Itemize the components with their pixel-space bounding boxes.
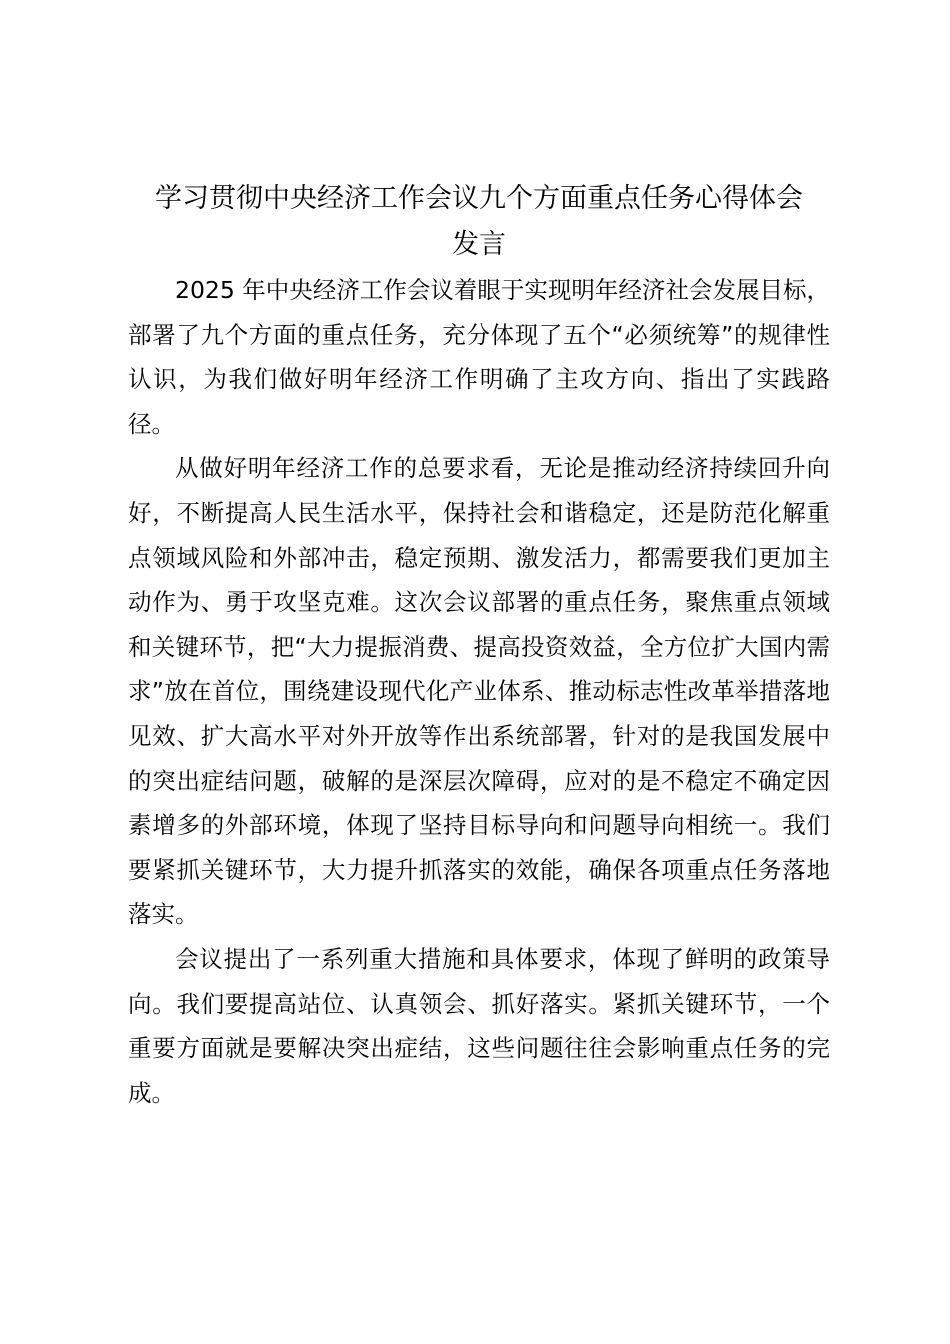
document-title bbox=[99, 176, 859, 268]
paragraph-1: 2025 年中央经济工作会议着眼于实现明年经济社会发展目标，部署了九个方面的重点任务，充分体现了五个“必须统筹”的规律性认识，为我们做好明年经济工作明确了主攻方向、指出了实践路径。 bbox=[128, 276, 830, 438]
document-body bbox=[128, 176, 830, 1115]
document-title-line-2: 发言 bbox=[452, 229, 506, 260]
paragraph-2: 从做好明年经济工作的总要求看，无论是推动经济持续回升向好，不断提高人民生活水平，保持社会和谐稳定，还是防范化解重点领域风险和外部冲击，稳定预期、激发活力，都需要我们更加主动作为、勇于攻坚克难。这次会议部署的重点任务，聚焦重点领域和关键环节，把“大力提振消费、提高投资效益，全方位扩大国内需求”放在首位，围绕建设现代化产业体系、推动标志性改革举措落地见效、扩大高水平对外开放等作出系统部署，针对的是我国发展中的突出症结问题，破解的是深层次障碍，应对的是不稳定不确定因素增多的外部环境，体现了坚持目标导向和问题导向相统一。我们要紧抓关键环节，大力提升抓落实的效能，确保各项重点任务落地落实。 bbox=[128, 454, 830, 929]
paragraph-3: 会议提出了一系列重大措施和具体要求，体现了鲜明的政策导向。我们要提高站位、认真领会、抓好落实。紧抓关键环节，一个重要方面就是要解决突出症结，这些问题往往会影响重点任务的完成。 bbox=[128, 944, 830, 1107]
document-title-line-1: 学习贯彻中央经济工作会议九个方面重点任务心得体会 bbox=[155, 183, 803, 214]
